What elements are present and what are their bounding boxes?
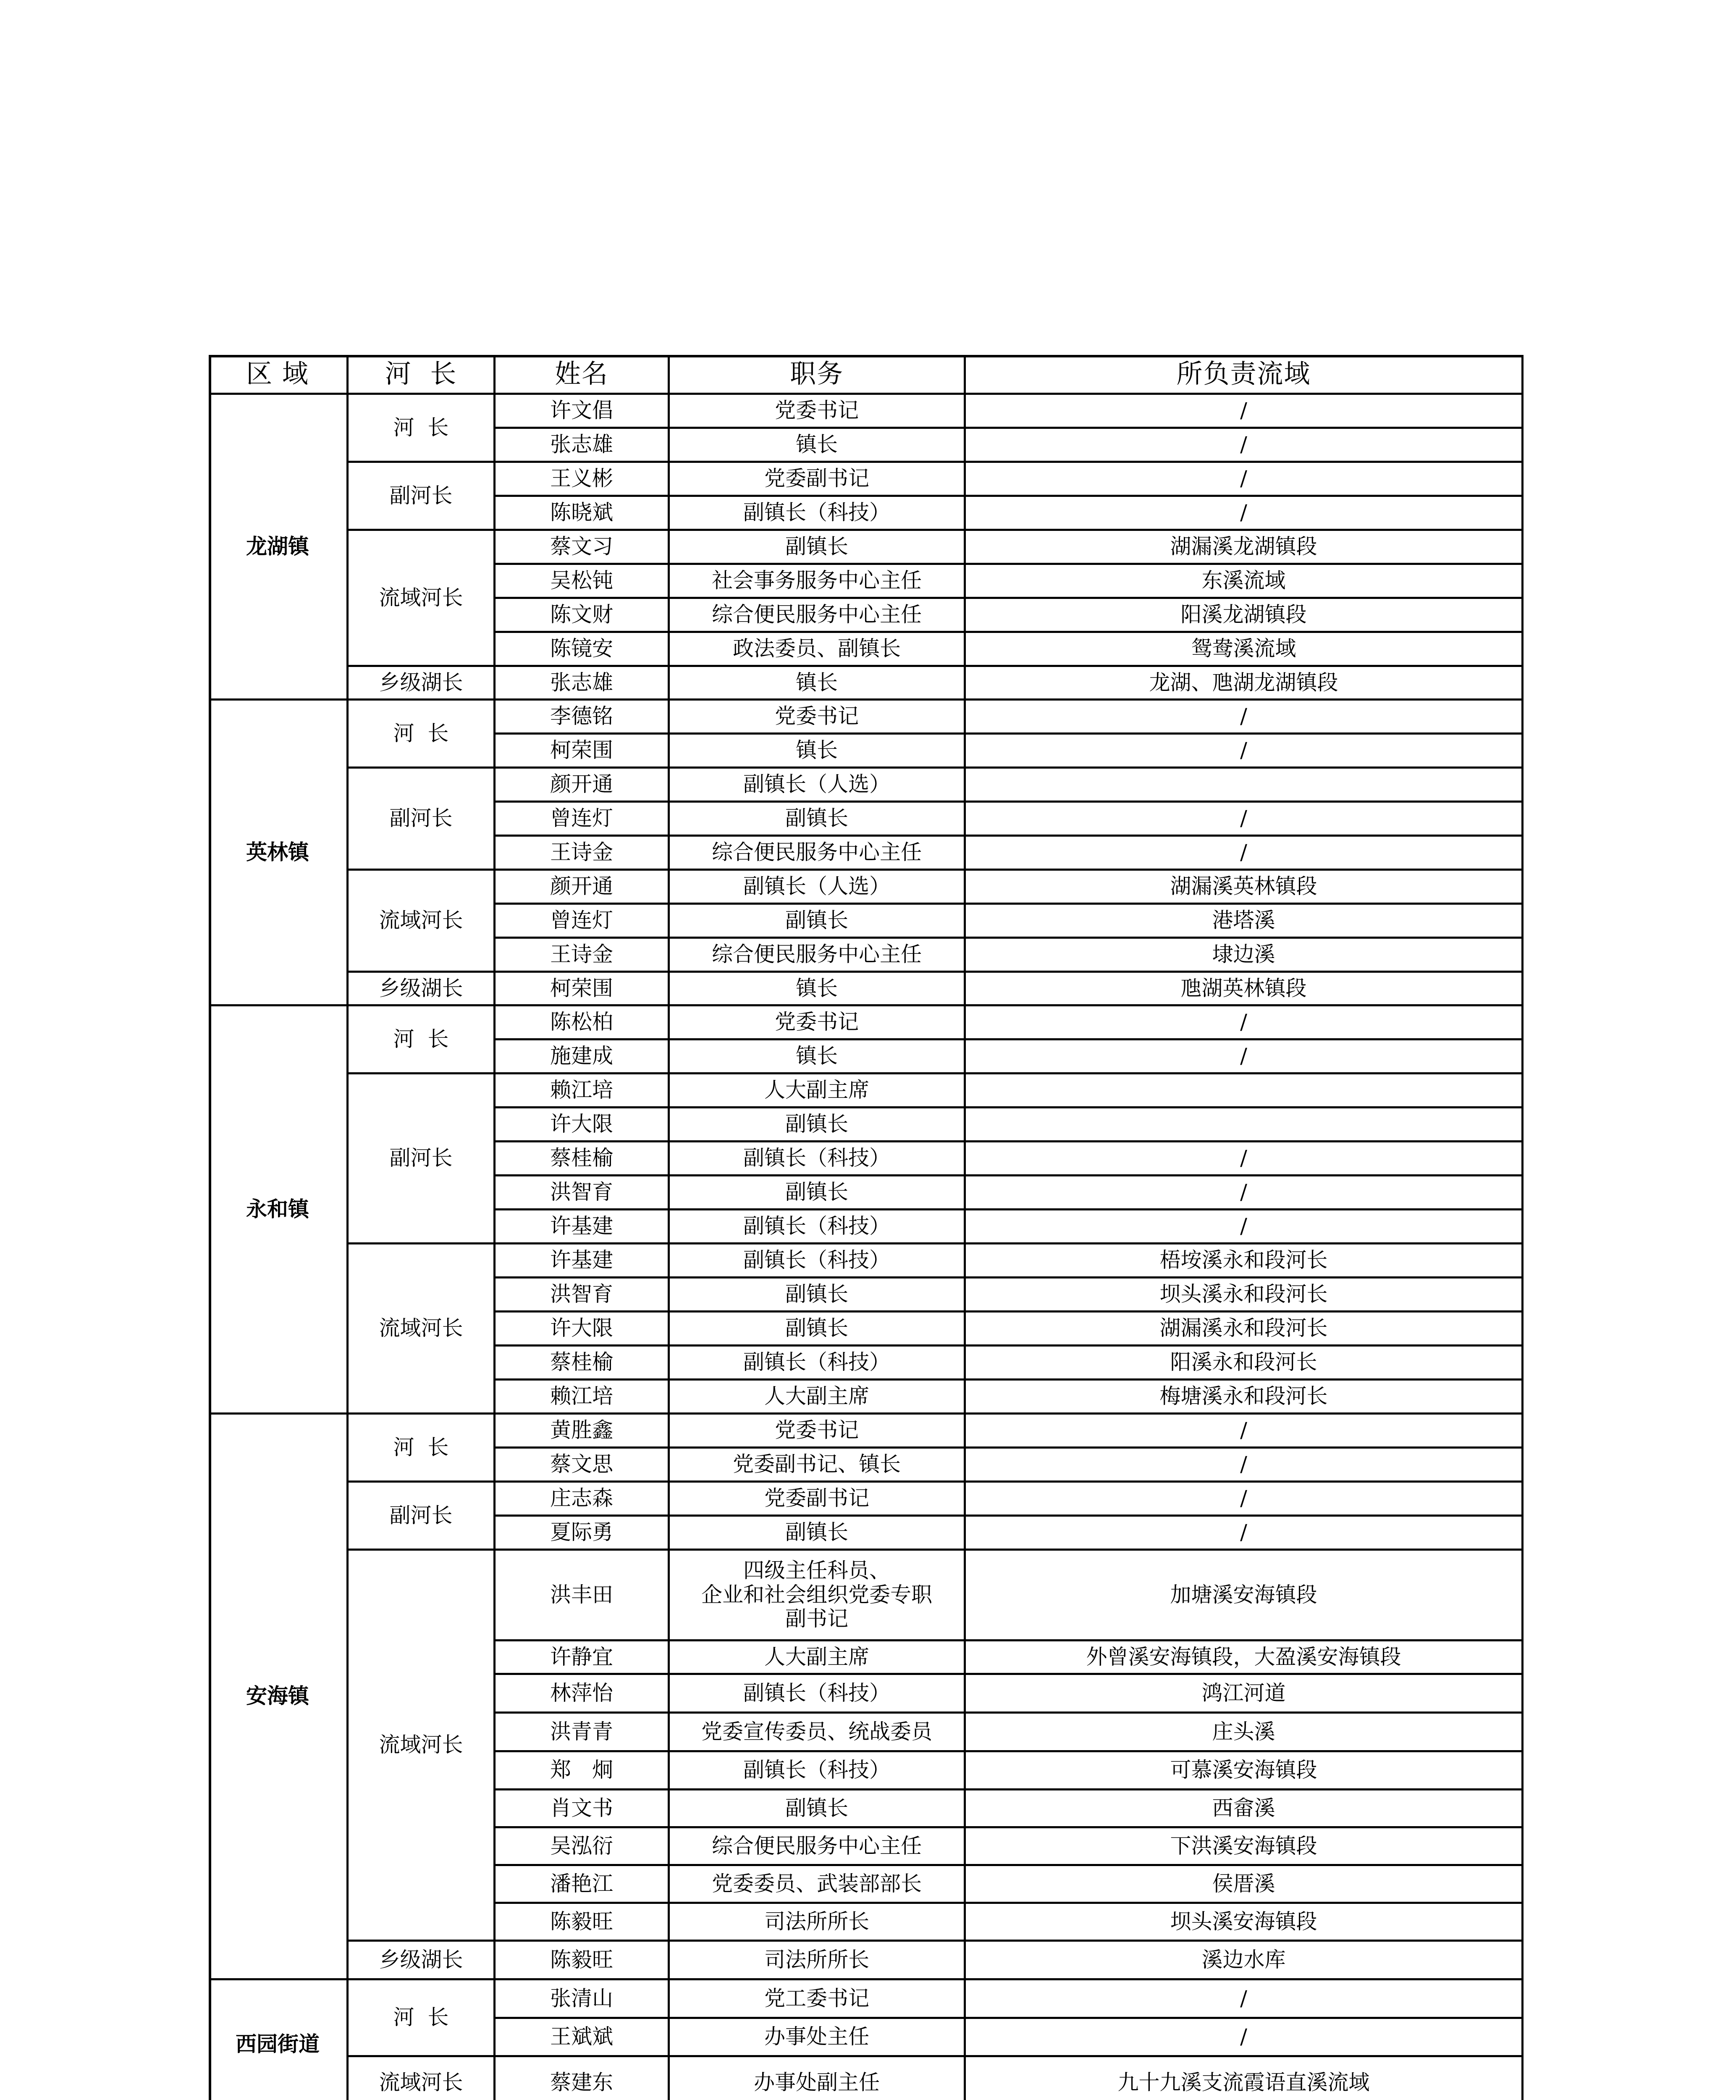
region-name: 西园街道 (209, 1980, 349, 2100)
person-name: 蔡桂榆 (496, 1142, 670, 1176)
responsible-domain: 港塔溪 (966, 905, 1524, 939)
duty: 社会事务服务中心主任 (670, 565, 966, 599)
duty: 副镇长 (670, 1312, 966, 1347)
region-name: 安海镇 (209, 1415, 349, 1980)
duty: 副镇长（科技） (670, 1752, 966, 1790)
person-name: 柯荣围 (496, 973, 670, 1006)
person-name: 李德铭 (496, 701, 670, 735)
person-name: 洪丰田 (496, 1551, 670, 1641)
person-name: 陈毅旺 (496, 1942, 670, 1980)
header-region: 区 域 (209, 355, 349, 395)
duty: 人大副主席 (670, 1074, 966, 1108)
chief-role: 乡级湖长 (349, 973, 496, 1006)
person-name: 施建成 (496, 1040, 670, 1074)
responsible-domain: / (966, 837, 1524, 871)
person-name: 庄志森 (496, 1483, 670, 1517)
responsible-domain: 湖漏溪英林镇段 (966, 871, 1524, 905)
duty: 镇长 (670, 1040, 966, 1074)
responsible-domain: / (966, 2019, 1524, 2057)
duty: 司法所所长 (670, 1904, 966, 1942)
responsible-domain: / (966, 1415, 1524, 1449)
chief-role: 河 长 (349, 395, 496, 463)
person-name: 林萍怡 (496, 1675, 670, 1714)
duty: 党委书记 (670, 1006, 966, 1040)
duty: 镇长 (670, 429, 966, 463)
responsible-domain: / (966, 803, 1524, 837)
responsible-domain: / (966, 1176, 1524, 1210)
duty: 综合便民服务中心主任 (670, 837, 966, 871)
responsible-domain: / (966, 1517, 1524, 1551)
region-name: 永和镇 (209, 1006, 349, 1415)
person-name: 郑 炯 (496, 1752, 670, 1790)
responsible-domain: 坝头溪安海镇段 (966, 1904, 1524, 1942)
person-name: 蔡文思 (496, 1449, 670, 1483)
responsible-domain: / (966, 701, 1524, 735)
responsible-domain: / (966, 1980, 1524, 2019)
chief-role: 乡级湖长 (349, 667, 496, 701)
responsible-domain (966, 769, 1524, 803)
person-name: 许静宜 (496, 1641, 670, 1675)
duty: 政法委员、副镇长 (670, 633, 966, 667)
person-name: 张志雄 (496, 429, 670, 463)
responsible-domain: 溪边水库 (966, 1942, 1524, 1980)
duty: 党委宣传委员、统战委员 (670, 1714, 966, 1752)
person-name: 陈镜安 (496, 633, 670, 667)
duty: 副镇长（科技） (670, 1675, 966, 1714)
person-name: 曾连灯 (496, 905, 670, 939)
person-name: 黄胜鑫 (496, 1415, 670, 1449)
chief-role: 流域河长 (349, 1244, 496, 1415)
responsible-domain: 鸳鸯溪流域 (966, 633, 1524, 667)
responsible-domain: 下洪溪安海镇段 (966, 1828, 1524, 1866)
person-name: 张清山 (496, 1980, 670, 2019)
duty: 副镇长（人选） (670, 769, 966, 803)
responsible-domain: 西畲溪 (966, 1790, 1524, 1828)
duty: 党委书记 (670, 701, 966, 735)
chief-role: 副河长 (349, 1074, 496, 1244)
person-name: 许大限 (496, 1312, 670, 1347)
responsible-domain: / (966, 1006, 1524, 1040)
header-domain: 所负责流域 (966, 355, 1524, 395)
person-name: 许大限 (496, 1108, 670, 1142)
responsible-domain: 埭边溪 (966, 939, 1524, 973)
person-name: 洪智育 (496, 1278, 670, 1312)
region-name: 英林镇 (209, 701, 349, 1006)
duty: 副镇长（科技） (670, 1142, 966, 1176)
chief-role: 流域河长 (349, 531, 496, 667)
responsible-domain: 侯厝溪 (966, 1866, 1524, 1904)
duty: 副镇长 (670, 1108, 966, 1142)
duty: 党委书记 (670, 1415, 966, 1449)
person-name: 蔡建东 (496, 2057, 670, 2100)
person-name: 陈文财 (496, 599, 670, 633)
responsible-domain: 鸿江河道 (966, 1675, 1524, 1714)
person-name: 蔡文习 (496, 531, 670, 565)
duty: 副镇长 (670, 1278, 966, 1312)
responsible-domain: 坝头溪永和段河长 (966, 1278, 1524, 1312)
duty: 党工委书记 (670, 1980, 966, 2019)
duty: 副镇长 (670, 531, 966, 565)
chief-role: 流域河长 (349, 2057, 496, 2100)
person-name: 颜开通 (496, 769, 670, 803)
chief-role: 河 长 (349, 1006, 496, 1074)
responsible-domain: / (966, 395, 1524, 429)
responsible-domain: / (966, 429, 1524, 463)
duty: 副镇长（科技） (670, 1210, 966, 1244)
duty: 镇长 (670, 735, 966, 769)
person-name: 王斌斌 (496, 2019, 670, 2057)
duty: 党委副书记、镇长 (670, 1449, 966, 1483)
duty: 司法所所长 (670, 1942, 966, 1980)
header-role: 河 长 (349, 355, 496, 395)
responsible-domain: 阳溪龙湖镇段 (966, 599, 1524, 633)
chief-role: 河 长 (349, 1415, 496, 1483)
responsible-domain: / (966, 497, 1524, 531)
responsible-domain: / (966, 1142, 1524, 1176)
person-name: 洪青青 (496, 1714, 670, 1752)
duty: 综合便民服务中心主任 (670, 939, 966, 973)
person-name: 柯荣围 (496, 735, 670, 769)
responsible-domain: / (966, 1449, 1524, 1483)
duty: 副镇长（科技） (670, 497, 966, 531)
region-name: 龙湖镇 (209, 395, 349, 701)
duty: 副镇长 (670, 1517, 966, 1551)
person-name: 陈晓斌 (496, 497, 670, 531)
duty: 办事处副主任 (670, 2057, 966, 2100)
responsible-domain: 湖漏溪永和段河长 (966, 1312, 1524, 1347)
chief-role: 河 长 (349, 1980, 496, 2057)
responsible-domain: 加塘溪安海镇段 (966, 1551, 1524, 1641)
chief-role: 流域河长 (349, 871, 496, 973)
duty: 副镇长 (670, 803, 966, 837)
responsible-domain: 外曾溪安海镇段，大盈溪安海镇段 (966, 1641, 1524, 1675)
person-name: 颜开通 (496, 871, 670, 905)
person-name: 张志雄 (496, 667, 670, 701)
person-name: 潘艳江 (496, 1866, 670, 1904)
duty: 副镇长（科技） (670, 1347, 966, 1381)
duty: 镇长 (670, 973, 966, 1006)
responsible-domain (966, 1108, 1524, 1142)
person-name: 吴泓衍 (496, 1828, 670, 1866)
person-name: 曾连灯 (496, 803, 670, 837)
person-name: 赖江培 (496, 1074, 670, 1108)
responsible-domain: / (966, 1040, 1524, 1074)
duty: 综合便民服务中心主任 (670, 599, 966, 633)
duty: 党委副书记 (670, 1483, 966, 1517)
responsible-domain: 可慕溪安海镇段 (966, 1752, 1524, 1790)
responsible-domain: 阳溪永和段河长 (966, 1347, 1524, 1381)
responsible-domain (966, 1074, 1524, 1108)
person-name: 许文倡 (496, 395, 670, 429)
person-name: 洪智育 (496, 1176, 670, 1210)
responsible-domain: 虺湖英林镇段 (966, 973, 1524, 1006)
duty: 综合便民服务中心主任 (670, 1828, 966, 1866)
chief-role: 副河长 (349, 463, 496, 531)
duty: 办事处主任 (670, 2019, 966, 2057)
duty: 党委委员、武装部部长 (670, 1866, 966, 1904)
person-name: 肖文书 (496, 1790, 670, 1828)
person-name: 王诗金 (496, 837, 670, 871)
chief-role: 流域河长 (349, 1551, 496, 1942)
responsible-domain: 东溪流域 (966, 565, 1524, 599)
duty: 副镇长（人选） (670, 871, 966, 905)
person-name: 王诗金 (496, 939, 670, 973)
duty: 党委书记 (670, 395, 966, 429)
duty: 副镇长（科技） (670, 1244, 966, 1278)
person-name: 陈毅旺 (496, 1904, 670, 1942)
responsible-domain: / (966, 1210, 1524, 1244)
person-name: 王义彬 (496, 463, 670, 497)
responsible-domain: 梧垵溪永和段河长 (966, 1244, 1524, 1278)
duty: 人大副主席 (670, 1641, 966, 1675)
responsible-domain: / (966, 1483, 1524, 1517)
chief-role: 副河长 (349, 1483, 496, 1551)
person-name: 许基建 (496, 1210, 670, 1244)
responsible-domain: 龙湖、虺湖龙湖镇段 (966, 667, 1524, 701)
responsible-domain: / (966, 463, 1524, 497)
responsible-domain: 庄头溪 (966, 1714, 1524, 1752)
responsible-domain: 梅塘溪永和段河长 (966, 1381, 1524, 1415)
duty: 副镇长 (670, 905, 966, 939)
person-name: 陈松柏 (496, 1006, 670, 1040)
duty: 副镇长 (670, 1176, 966, 1210)
person-name: 许基建 (496, 1244, 670, 1278)
chief-role: 河 长 (349, 701, 496, 769)
person-name: 夏际勇 (496, 1517, 670, 1551)
person-name: 吴松钝 (496, 565, 670, 599)
chief-role: 乡级湖长 (349, 1942, 496, 1980)
chief-role: 副河长 (349, 769, 496, 871)
header-duty: 职务 (670, 355, 966, 395)
duty: 党委副书记 (670, 463, 966, 497)
person-name: 赖江培 (496, 1381, 670, 1415)
responsible-domain: / (966, 735, 1524, 769)
duty: 副镇长 (670, 1790, 966, 1828)
responsible-domain: 湖漏溪龙湖镇段 (966, 531, 1524, 565)
duty: 四级主任科员、 企业和社会组织党委专职 副书记 (670, 1551, 966, 1641)
header-name: 姓名 (496, 355, 670, 395)
duty: 人大副主席 (670, 1381, 966, 1415)
duty: 镇长 (670, 667, 966, 701)
responsible-domain: 九十九溪支流霞语直溪流域 (966, 2057, 1524, 2100)
person-name: 蔡桂榆 (496, 1347, 670, 1381)
